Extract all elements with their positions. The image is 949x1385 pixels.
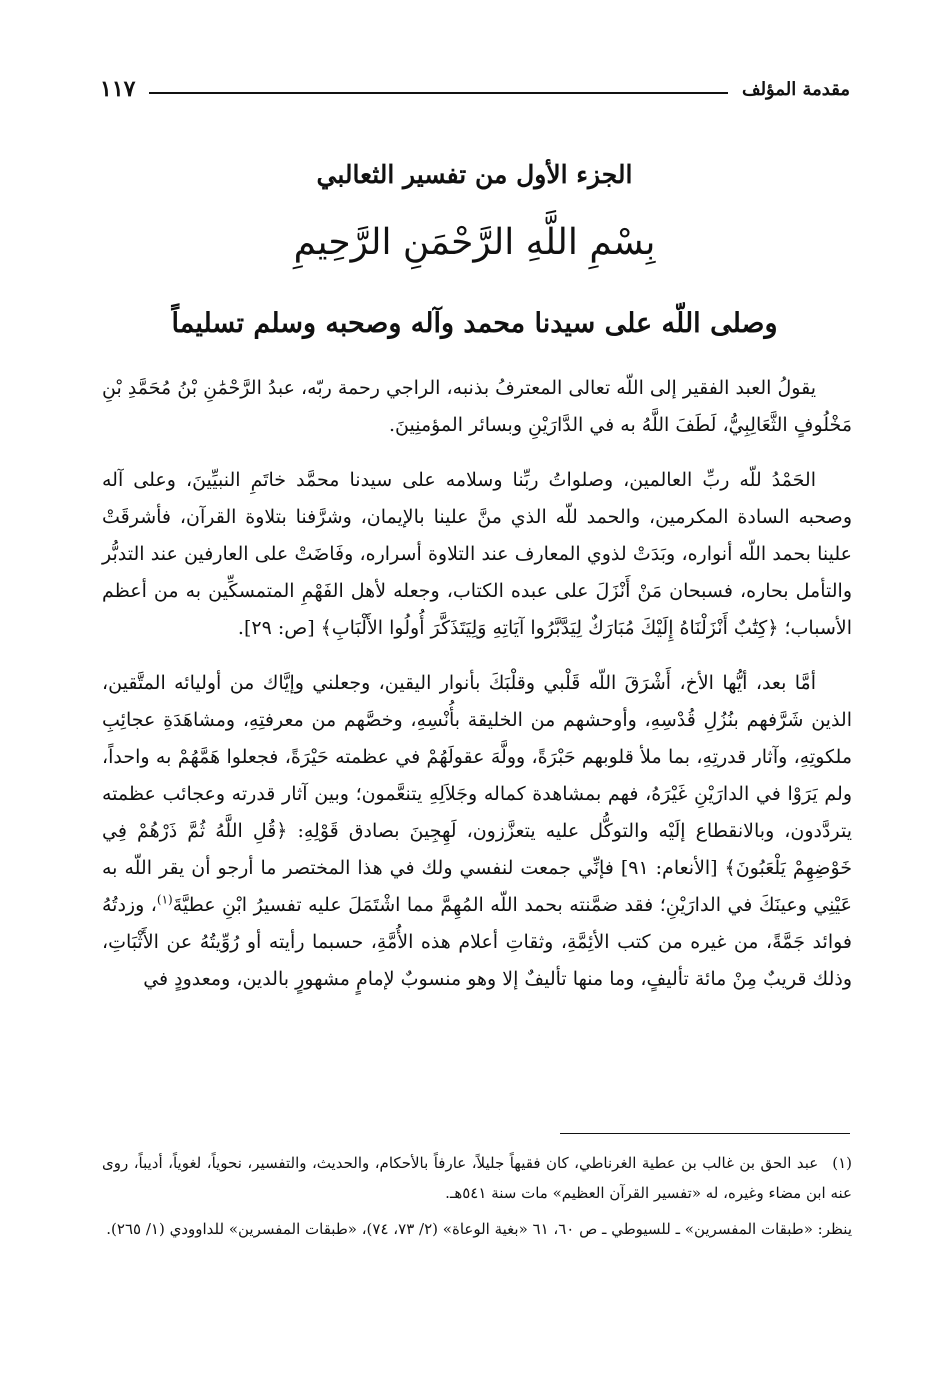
running-title: مقدمة المؤلف [741,78,850,100]
paragraph-purpose-text: أمَّا بعد، أيُّها الأخ، أَشْرَقَ اللّه قَلْبي وقلْبَكَ بأنوار اليقين، وجعلني وإيَّاك من أوليائه المتَّقين، الذين شَرَّفهم بنُزُلِ قُدْسِهِ، وأوحشهم من الخليقة بأُنْسِهِ، وخصَّهم من معرفتِهِ، ومشاهَدَةِ عجائِبِ ملكوتِهِ، وآثار قدرتِهِ، بما ملأ قلوبهم حَبْرَةً، وولَّهَ عقولَهُمْ في عظمته حَيْرَةً، فجعلوا هَمَّهُمْ به واحداً، ولم يَرَوْا في الدارَيْنِ غَيْرَهُ، فهم بمشاهدة كماله وجَلاَلِهِ يتنعَّمون؛ وبين آثار قدرته وعجائب عظمته يتردَّدون، وبالانقطاع إلَيْه والتوكُّل عليه يتعزَّزون، لَهِجِينَ بصادق قَوْلِهِ: ﴿قُلِ اللَّهُ ثُمَّ ذَرْهُمْ فِي خَوْضِهِمْ يَلْعَبُونَ﴾ [الأنعام: ٩١] فإنِّي جمعت لنفسي ولك في هذا المختصر ما أرجو أن يقر اللّه به عَيْنِي وعينَكَ في الدارَيْنِ؛ فقد ضمَّنته بحمد اللّه المُهِمَّ مما اشْتَمَلَ عليه تفسيرُ ابْنِ عطيَّةَ [102,672,853,916]
paragraph-author-intro: يقولُ العبد الفقير إلى اللّه تعالى المعترفُ بذنبه، الراجي رحمة ربّه، عبدُ الرَّحْمَٰنِ بْنُ مُحَمَّدِ بْنِ مَخْلُوفٍ الثَّعَالِبِيُّ، لَطَفَ اللَّهُ به في الدَّارَيْنِ وبسائر المؤمنِينَ. [102,377,852,436]
footnotes [102,1148,852,1250]
footnote-1 [102,1148,852,1208]
paragraph-purpose-continued: ، وزدتُهُ فوائد جَمَّةً، من غيره من كتب الأئِمَّةِ، وثقاتِ أعلام هذه الأُمَّةِ، حسبما رأيته أو رُوِّيتُهُ عن الأَثْبَاتِ، وذلك قريبٌ مِنْ مائة تأليفٍ، وما منها تأليفٌ إلا وهو منسوبٌ لإمامٍ مشهورٍ بالدين، ومعدودٍ في [102,894,852,990]
footnote-reference[interactable]: (١) [156,892,173,907]
paragraph-praise: الحَمْدُ للّه ربِّ العالمين، وصلواتُ ربِّنا وسلامه على سيدنا محمَّد خاتَمِ النبيِّينَ، وعلى آله وصحبه السادة المكرمين، والحمد للّه الذي منَّ علينا بالإيمان، وشرَّفنا بتلاوة القرآن، فأشرقَتْ علينا بحمد اللّه أنواره، وبَدَتْ لذوي المعارف عند التلاوة أسراره، وفَاضَتْ على العارفين عند التدبُّر والتأمل بحاره، فسبحان مَنْ أَنْزَلَ على عبده الكتاب، وجعله لأهل الفَهْمِ المتمسكِّين به من أعظم الأسباب؛ ﴿كِتَٰبٌ أَنْزَلْنَاهُ إِلَيْكَ مُبَارَكٌ لِيَدَّبَّرُوا آيَاتِهِ وَلِيَتَذَكَّرَ أُولُوا الأَلْبَابِ﴾ [ص: ٢٩]. [102,469,852,639]
footnote-marker: (١) [832,1154,852,1172]
basmala-calligraphy: بِسْمِ اللَّهِ الرَّحْمَنِ الرَّحِيمِ [293,222,656,263]
paragraph-purpose [102,665,852,998]
footnote-separator [560,1133,850,1134]
part-title: الجزء الأول من تفسير الثعالبي [316,160,633,189]
footnote-1-text: عبد الحق بن غالب بن عطية الغرناطي، كان فقيهاً جليلاً، عارفاً بالأحكام، والحديث، والتفسير، نحوياً، لغوياً، أديباً، روى عنه ابن مضاء وغيره، له «تفسير القرآن العظيم» مات سنة ٥٤١هـ. [102,1154,852,1202]
page-number: ١١٧ [100,76,136,102]
header-rule [149,92,727,94]
footnote-sources: ينظر: «طبقات المفسرين» ـ للسيوطي ـ ص ٦٠، ٦١ «بغية الوعاة» (٢/ ٧٣، ٧٤)، «طبقات المفسرين» للداوودي (١/ ٢٦٥). [106,1220,852,1238]
running-header [100,72,850,106]
body-text [102,370,852,1016]
salutation-heading: وصلى اللّه على سيدنا محمد وآله وصحبه وسلم تسليماً [171,308,778,339]
